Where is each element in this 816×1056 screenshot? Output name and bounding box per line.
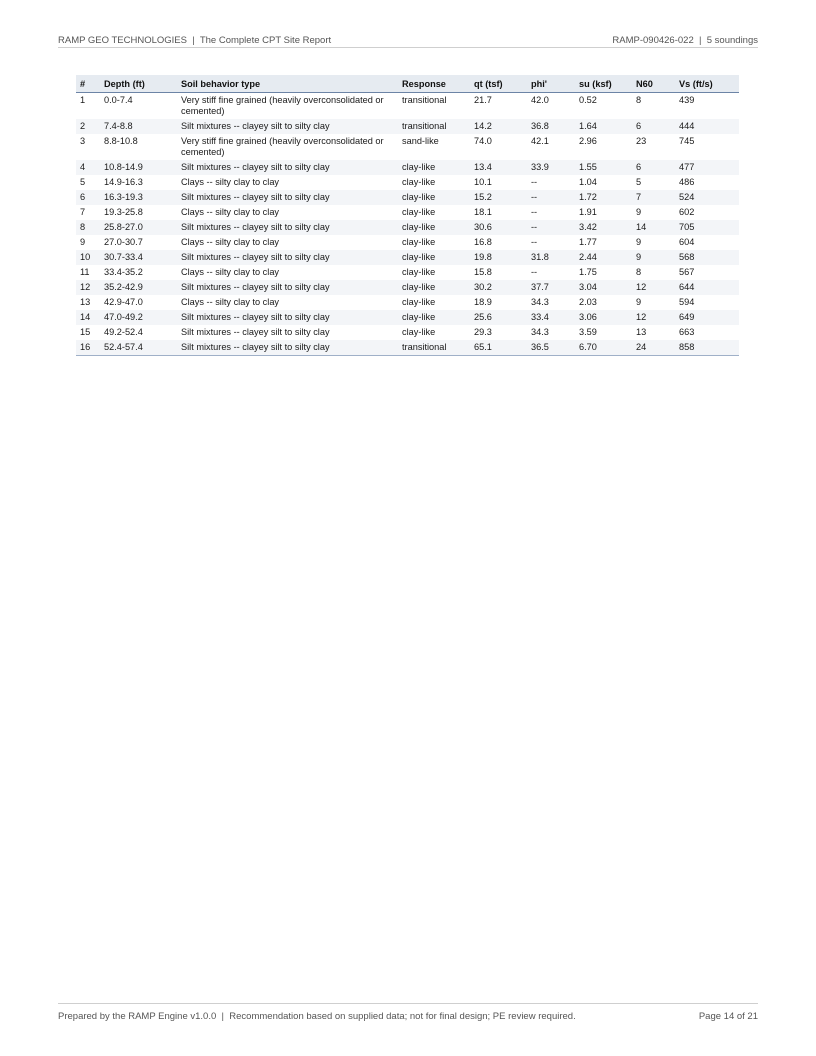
cell-index: 1 [80, 95, 86, 105]
cell-qt: 30.6 [470, 220, 527, 235]
table-row [76, 310, 739, 325]
cell-soil-type: Clays -- silty clay to clay [181, 267, 280, 277]
cell-n60: 24 [632, 340, 675, 356]
cell-n60: 5 [636, 177, 642, 187]
cell-index: 6 [76, 190, 100, 205]
cell-soil-type: Silt mixtures -- clayey silt to silty clay [177, 119, 398, 134]
cell-response: clay-like [398, 310, 470, 325]
cell-n60: 14 [632, 220, 675, 235]
cell-soil-type: Silt mixtures -- clayey silt to silty clay [177, 250, 398, 265]
table-row [76, 340, 739, 356]
header-divider [58, 47, 758, 48]
cell-phi: 42.0 [531, 95, 549, 105]
cell-vs: 644 [675, 280, 739, 295]
cell-n60: 9 [636, 297, 642, 307]
table-row [76, 134, 739, 160]
cell-soil-type: Clays -- silty clay to clay [181, 237, 280, 247]
cell-qt: 74.0 [474, 136, 492, 146]
table-row [76, 235, 739, 250]
cell-index: 10 [76, 250, 100, 265]
table-row [76, 160, 739, 175]
cell-phi: 42.1 [531, 136, 549, 146]
cell-phi: 34.3 [531, 297, 549, 307]
cell-phi: -- [527, 220, 575, 235]
cell-depth: 49.2-52.4 [104, 327, 143, 337]
cell-su: 0.52 [579, 95, 597, 105]
cell-qt: 16.8 [474, 237, 492, 247]
cell-vs: 486 [679, 177, 695, 187]
cell-vs: 594 [679, 297, 695, 307]
cell-qt: 15.8 [474, 267, 492, 277]
cell-qt: 30.2 [470, 280, 527, 295]
cell-su: 2.03 [579, 297, 597, 307]
cell-phi: 37.7 [527, 280, 575, 295]
table-row [76, 280, 739, 295]
cell-index: 2 [76, 119, 100, 134]
cell-su: 1.04 [579, 177, 597, 187]
cell-index: 16 [76, 340, 100, 356]
cell-response: clay-like [402, 207, 436, 217]
cell-phi: 33.9 [527, 160, 575, 175]
cell-depth: 25.8-27.0 [100, 220, 177, 235]
cell-soil-type: Silt mixtures -- clayey silt to silty clay [177, 190, 398, 205]
table-row [76, 190, 739, 205]
table-row [76, 265, 739, 280]
page-header [58, 33, 758, 47]
cell-qt: 18.9 [474, 297, 492, 307]
cell-response: transitional [398, 340, 470, 356]
cell-depth: 7.4-8.8 [100, 119, 177, 134]
cell-response: clay-like [398, 160, 470, 175]
cell-depth: 14.9-16.3 [104, 177, 143, 187]
cell-response: transitional [398, 119, 470, 134]
cell-index: 4 [76, 160, 100, 175]
cell-depth: 10.8-14.9 [100, 160, 177, 175]
cell-index: 15 [80, 327, 91, 337]
cell-phi: -- [531, 207, 538, 217]
cell-depth: 35.2-42.9 [100, 280, 177, 295]
cell-soil-type: Silt mixtures -- clayey silt to silty clay [177, 310, 398, 325]
cell-phi: 34.3 [531, 327, 549, 337]
table-row [76, 119, 739, 134]
cell-phi: 31.8 [527, 250, 575, 265]
table-row [76, 325, 739, 340]
cell-depth: 19.3-25.8 [104, 207, 143, 217]
cell-qt: 65.1 [470, 340, 527, 356]
column-header-n60: N60 [632, 75, 675, 93]
cell-vs: 663 [679, 327, 695, 337]
column-header-phi: phi' [527, 75, 575, 93]
cell-su: 3.42 [575, 220, 632, 235]
cell-vs: 477 [675, 160, 739, 175]
cell-soil-type: Clays -- silty clay to clay [181, 177, 280, 187]
cell-phi: 33.4 [527, 310, 575, 325]
cell-vs: 439 [679, 95, 695, 105]
table-row [76, 295, 739, 310]
footer-disclaimer: Prepared by the RAMP Engine v1.0.0 | Recommendation based on supplied data; not for final design; PE review required. [58, 1010, 576, 1022]
cell-index: 5 [80, 177, 86, 187]
table-row [76, 93, 739, 120]
cell-qt: 15.2 [470, 190, 527, 205]
cell-soil-type: Clays -- silty clay to clay [181, 207, 280, 217]
cell-vs: 649 [675, 310, 739, 325]
cell-su: 3.06 [575, 310, 632, 325]
cell-qt: 29.3 [474, 327, 492, 337]
cell-vs: 568 [675, 250, 739, 265]
cell-index: 3 [80, 136, 86, 146]
table-body [76, 93, 739, 356]
cell-n60: 12 [632, 280, 675, 295]
cell-qt: 13.4 [470, 160, 527, 175]
column-header-su: su (ksf) [575, 75, 632, 93]
cell-qt: 10.1 [474, 177, 492, 187]
cell-response: clay-like [402, 297, 436, 307]
cell-depth: 42.9-47.0 [104, 297, 143, 307]
cell-su: 1.75 [579, 267, 597, 277]
cell-n60: 6 [632, 119, 675, 134]
report-id: RAMP-090426-022 | 5 soundings [612, 34, 758, 46]
cell-response: sand-like [402, 136, 439, 146]
column-header-vs: Vs (ft/s) [675, 75, 739, 93]
cell-n60: 9 [636, 207, 642, 217]
cell-depth: 8.8-10.8 [104, 136, 138, 146]
cell-soil-type: Silt mixtures -- clayey silt to silty clay [177, 160, 398, 175]
cell-vs: 705 [675, 220, 739, 235]
cell-response: clay-like [402, 267, 436, 277]
cell-index: 14 [76, 310, 100, 325]
cell-vs: 567 [679, 267, 695, 277]
cell-vs: 602 [679, 207, 695, 217]
cell-n60: 8 [636, 95, 642, 105]
cell-n60: 23 [636, 136, 647, 146]
cell-depth: 52.4-57.4 [100, 340, 177, 356]
cell-phi: 36.5 [527, 340, 575, 356]
column-header-index: # [76, 75, 100, 93]
cell-vs: 444 [675, 119, 739, 134]
cell-n60: 7 [632, 190, 675, 205]
cell-n60: 9 [632, 250, 675, 265]
cell-qt: 18.1 [474, 207, 492, 217]
cell-vs: 524 [675, 190, 739, 205]
cell-vs: 604 [679, 237, 695, 247]
table-row [76, 220, 739, 235]
cell-su: 1.72 [575, 190, 632, 205]
cell-response: clay-like [398, 220, 470, 235]
cell-n60: 13 [636, 327, 647, 337]
column-header-response: Response [398, 75, 470, 93]
cell-vs: 858 [675, 340, 739, 356]
soil-layer-table [76, 75, 739, 356]
cell-qt: 25.6 [470, 310, 527, 325]
cell-qt: 19.8 [470, 250, 527, 265]
page-number: Page 14 of 21 [698, 1010, 758, 1022]
cell-phi: -- [527, 190, 575, 205]
column-header-qt: qt (tsf) [470, 75, 527, 93]
table-row [76, 175, 739, 190]
cell-response: clay-like [398, 250, 470, 265]
cell-index: 7 [80, 207, 86, 217]
cell-soil-type: Silt mixtures -- clayey silt to silty clay [177, 280, 398, 295]
cell-vs: 745 [679, 136, 695, 146]
page-footer [58, 1009, 758, 1023]
report-title: RAMP GEO TECHNOLOGIES | The Complete CPT Site Report [58, 34, 332, 46]
cell-response: clay-like [402, 177, 436, 187]
cell-soil-type: Very stiff fine grained (heavily overconsolidated or cemented) [181, 95, 384, 116]
cell-depth: 47.0-49.2 [100, 310, 177, 325]
cell-response: clay-like [402, 327, 436, 337]
cell-depth: 30.7-33.4 [100, 250, 177, 265]
cell-phi: 36.8 [527, 119, 575, 134]
table-header-row [76, 75, 739, 93]
cell-n60: 9 [636, 237, 642, 247]
cell-soil-type: Silt mixtures -- clayey silt to silty clay [177, 220, 398, 235]
cell-soil-type: Silt mixtures -- clayey silt to silty clay [181, 327, 330, 337]
table-row [76, 250, 739, 265]
cell-index: 13 [80, 297, 91, 307]
cell-soil-type: Very stiff fine grained (heavily overconsolidated or cemented) [181, 136, 384, 157]
cell-su: 3.04 [575, 280, 632, 295]
cell-response: transitional [402, 95, 447, 105]
column-header-soil-type: Soil behavior type [177, 75, 398, 93]
cell-n60: 12 [632, 310, 675, 325]
cell-response: clay-like [398, 280, 470, 295]
cell-qt: 21.7 [474, 95, 492, 105]
cell-soil-type: Clays -- silty clay to clay [181, 297, 280, 307]
cell-su: 1.91 [579, 207, 597, 217]
cell-soil-type: Silt mixtures -- clayey silt to silty clay [177, 340, 398, 356]
footer-divider [58, 1003, 758, 1004]
cell-n60: 8 [636, 267, 642, 277]
column-header-depth: Depth (ft) [100, 75, 177, 93]
cell-su: 2.96 [579, 136, 597, 146]
cell-index: 11 [80, 267, 90, 277]
cell-index: 9 [80, 237, 86, 247]
cell-index: 12 [76, 280, 100, 295]
cell-phi: -- [531, 267, 538, 277]
cell-depth: 27.0-30.7 [104, 237, 143, 247]
cell-qt: 14.2 [470, 119, 527, 134]
cell-depth: 33.4-35.2 [104, 267, 143, 277]
cell-su: 3.59 [579, 327, 597, 337]
cell-su: 1.64 [575, 119, 632, 134]
cell-phi: -- [531, 237, 538, 247]
cell-depth: 16.3-19.3 [100, 190, 177, 205]
cell-depth: 0.0-7.4 [104, 95, 133, 105]
cell-su: 6.70 [575, 340, 632, 356]
cell-index: 8 [76, 220, 100, 235]
cell-su: 1.77 [579, 237, 597, 247]
cell-phi: -- [531, 177, 538, 187]
table-row [76, 205, 739, 220]
cell-response: clay-like [402, 237, 436, 247]
cell-su: 1.55 [575, 160, 632, 175]
cell-response: clay-like [398, 190, 470, 205]
cell-su: 2.44 [575, 250, 632, 265]
cell-n60: 6 [632, 160, 675, 175]
